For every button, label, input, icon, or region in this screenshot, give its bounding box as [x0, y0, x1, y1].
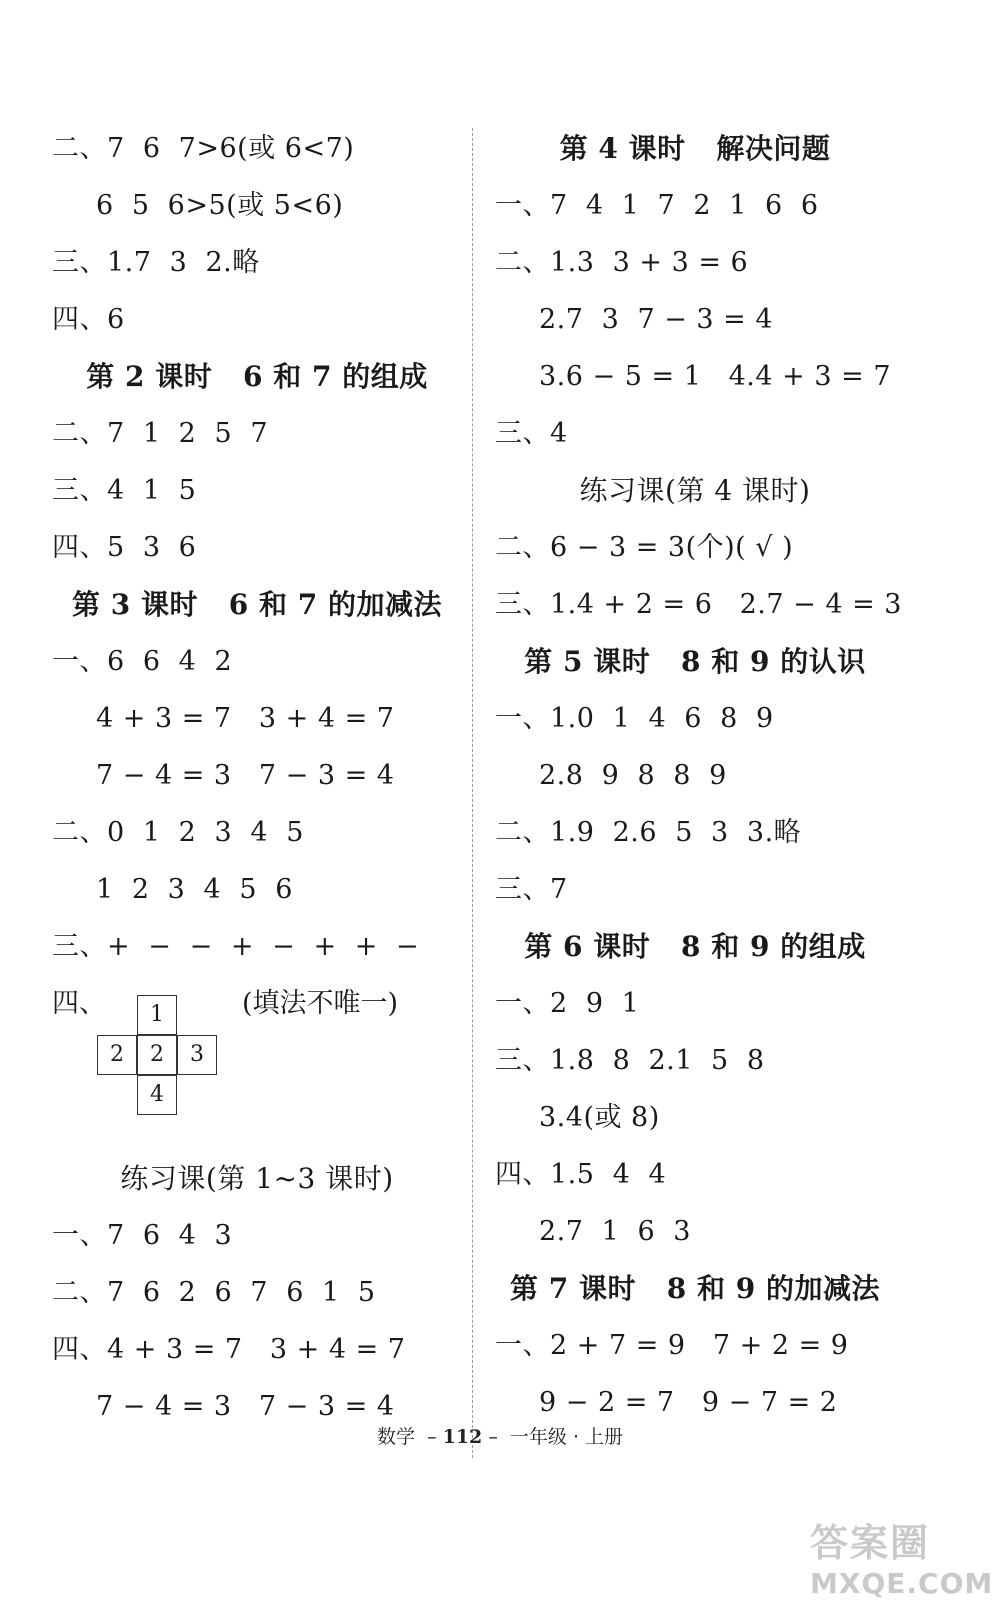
section-heading: 第 4 课时 解决问题	[559, 132, 831, 165]
answer-line: 7 − 4 = 3 7 − 3 = 4	[96, 760, 395, 791]
grid-cell-left: 2	[97, 1035, 137, 1075]
column-divider	[472, 128, 473, 1458]
grid-note: (填法不唯一)	[242, 988, 399, 1019]
answer-line: 二、0 1 2 3 4 5	[52, 817, 304, 848]
grid-question-label: 四、	[52, 988, 106, 1019]
answer-line: 1 2 3 4 5 6	[96, 874, 293, 905]
answer-line: 一、2 9 1	[495, 988, 640, 1019]
answer-line: 三、7	[495, 874, 568, 905]
grid-cell-center: 2	[137, 1035, 177, 1075]
answer-line: 二、7 1 2 5 7	[52, 418, 269, 449]
right-column	[495, 120, 902, 1431]
grid-cell-bottom: 4	[137, 1075, 177, 1115]
practice-heading: 练习课(第 1~3 课时)	[120, 1162, 394, 1195]
answer-line: 2.7 1 6 3	[539, 1216, 691, 1247]
answer-line: 2.8 9 8 8 9	[539, 760, 727, 791]
answer-line: 6 5 6>5(或 5<6)	[96, 190, 344, 221]
answer-line: 三、+ − − + − + + −	[52, 931, 420, 962]
watermark-url: MXQE.COM	[810, 1567, 994, 1600]
answer-line: 二、6 − 3 = 3(个)( √ )	[495, 532, 794, 563]
grid-cell-right: 3	[177, 1035, 217, 1075]
answer-line: 7 − 4 = 3 7 − 3 = 4	[96, 1391, 395, 1422]
answer-line: 三、4 1 5	[52, 475, 197, 506]
answer-line: 三、1.4 + 2 = 6 2.7 − 4 = 3	[495, 589, 902, 620]
watermark-logo-text: 答案圈	[810, 1521, 931, 1565]
answer-line: 二、7 6 2 6 7 6 1 5	[52, 1277, 376, 1308]
answer-line: 9 − 2 = 7 9 − 7 = 2	[539, 1387, 838, 1418]
page-footer: 数学 – 112 – 一年级 · 上册	[376, 1426, 624, 1448]
fill-grid-block	[52, 975, 462, 1150]
practice-heading: 练习课(第 4 课时)	[579, 474, 811, 507]
answer-line: 三、1.7 3 2.略	[52, 247, 260, 278]
answer-line: 四、1.5 4 4	[495, 1159, 667, 1190]
answer-line: 四、6	[52, 304, 125, 335]
left-lines-2	[52, 1150, 462, 1435]
answer-line: 一、7 4 1 7 2 1 6 6	[495, 190, 819, 221]
answer-line: 二、1.9 2.6 5 3 3.略	[495, 817, 802, 848]
answer-line: 3.6 − 5 = 1 4.4 + 3 = 7	[539, 361, 891, 392]
section-heading: 第 3 课时 6 和 7 的加减法	[72, 588, 442, 621]
grid-cell-top: 1	[137, 995, 177, 1035]
right-lines	[495, 120, 902, 1431]
answer-line: 一、7 6 4 3	[52, 1220, 233, 1251]
footer-grade: 一年级 · 上册	[509, 1426, 624, 1448]
answer-line: 四、4 + 3 = 7 3 + 4 = 7	[52, 1334, 406, 1365]
left-lines	[52, 120, 462, 975]
answer-line: 一、6 6 4 2	[52, 646, 233, 677]
section-heading: 第 6 课时 8 和 9 的组成	[524, 930, 866, 963]
answer-line: 一、1.0 1 4 6 8 9	[495, 703, 774, 734]
answer-line: 2.7 3 7 − 3 = 4	[539, 304, 774, 335]
answer-line: 四、5 3 6	[52, 532, 197, 563]
answer-line: 3.4(或 8)	[539, 1102, 660, 1133]
page-number: 112	[442, 1426, 483, 1448]
left-column	[52, 120, 462, 1435]
answer-line: 二、1.3 3 + 3 = 6	[495, 247, 749, 278]
answer-line: 一、2 + 7 = 9 7 + 2 = 9	[495, 1330, 849, 1361]
footer-subject: 数学	[376, 1426, 415, 1448]
answer-line: 三、1.8 8 2.1 5 8	[495, 1045, 765, 1076]
section-heading: 第 2 课时 6 和 7 的组成	[86, 360, 428, 393]
answer-line: 二、7 6 7>6(或 6<7)	[52, 133, 355, 164]
section-heading: 第 7 课时 8 和 9 的加减法	[510, 1272, 880, 1305]
section-heading: 第 5 课时 8 和 9 的认识	[524, 645, 866, 678]
watermark	[810, 1512, 994, 1600]
answer-line: 三、4	[495, 418, 568, 449]
answer-line: 4 + 3 = 7 3 + 4 = 7	[96, 703, 395, 734]
